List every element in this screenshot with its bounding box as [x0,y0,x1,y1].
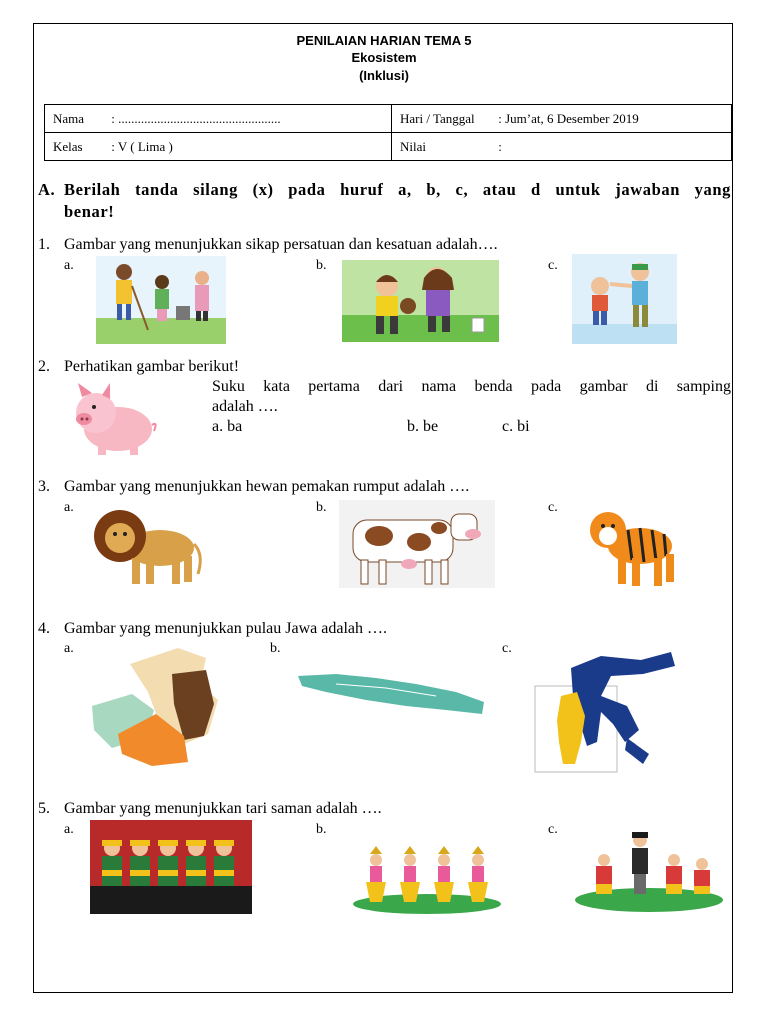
cow-image[interactable] [339,500,495,588]
worksheet-page [33,23,733,993]
q1-text: Gambar yang menunjukkan sikap persatuan dan kesatuan adalah…. [64,236,498,253]
q5-text: Gambar yang menunjukkan tari saman adalah …. [64,800,382,817]
kids-cleaning-image[interactable] [96,256,226,344]
q5-option-b[interactable]: b. [316,822,327,837]
q2-option-b[interactable]: b. be [407,418,439,435]
nilai-value: : [498,138,502,154]
q3-option-b[interactable]: b. [316,500,327,515]
q2-text: Perhatikan gambar berikut! [64,358,240,375]
student-info-table [44,104,732,161]
q3-option-c[interactable]: c. [548,500,558,515]
q4-text: Gambar yang menunjukkan pulau Jawa adalah …. [64,620,388,637]
q1-option-c[interactable]: c. [548,258,558,273]
saman-dance-image[interactable] [90,820,252,914]
q2-option-c[interactable]: c. bi [502,418,530,435]
nilai-cell[interactable] [392,133,732,161]
q4-number: 4. [38,620,50,637]
q1-number: 1. [38,236,50,253]
section-a-letter: A. [38,180,56,199]
hari-cell[interactable] [392,105,732,133]
hari-value: : Jum’at, 6 Desember 2019 [498,110,639,126]
q2-sub-line2: adalah …. [212,398,278,415]
q2-number: 2. [38,358,50,375]
sulawesi-map-image[interactable] [531,646,681,776]
nilai-label: Nilai [400,138,426,154]
q3-text: Gambar yang menunjukkan hewan pemakan rumput adalah …. [64,478,470,495]
q5-option-c[interactable]: c. [548,822,558,837]
q1-option-b[interactable]: b. [316,258,327,273]
q3-number: 3. [38,478,50,495]
q1-option-a[interactable]: a. [64,258,74,273]
java-map-image[interactable] [296,664,488,720]
section-a-line2: benar! [64,202,115,221]
nama-label: Nama [53,110,85,126]
q3-option-a[interactable]: a. [64,500,74,515]
q5-number: 5. [38,800,50,817]
nama-cell[interactable] [45,105,392,133]
nama-value: : .................................................. [111,110,281,126]
kelas-cell[interactable] [45,133,392,161]
kelas-label: Kelas [53,138,83,154]
q5-option-a[interactable]: a. [64,822,74,837]
kids-fighting-image[interactable] [342,260,499,342]
tiger-image[interactable] [584,502,678,588]
pig-image [68,381,160,461]
piring-dance-image[interactable] [574,826,724,912]
kalimantan-map-image[interactable] [88,644,224,768]
header-subtitle: (Inklusi) [359,68,409,83]
q4-option-a[interactable]: a. [64,641,74,656]
q2-sub-line1: Suku kata pertama dari nama benda pada gambar di samping [212,378,731,395]
hari-label: Hari / Tanggal [400,110,475,126]
lion-image[interactable] [90,498,202,588]
legong-dance-image[interactable] [352,846,502,914]
q4-option-b[interactable]: b. [270,641,281,656]
q2-option-a[interactable]: a. ba [212,418,243,435]
header-theme: Ekosistem [351,50,417,65]
section-a-line1: Berilah tanda silang (x) pada huruf a, b, c, atau d untuk jawaban yang [64,180,731,199]
q4-option-c[interactable]: c. [502,641,512,656]
header-title: PENILAIAN HARIAN TEMA 5 [296,33,472,48]
kids-bullying-image[interactable] [572,254,677,344]
kelas-value: : V ( Lima ) [111,138,173,154]
